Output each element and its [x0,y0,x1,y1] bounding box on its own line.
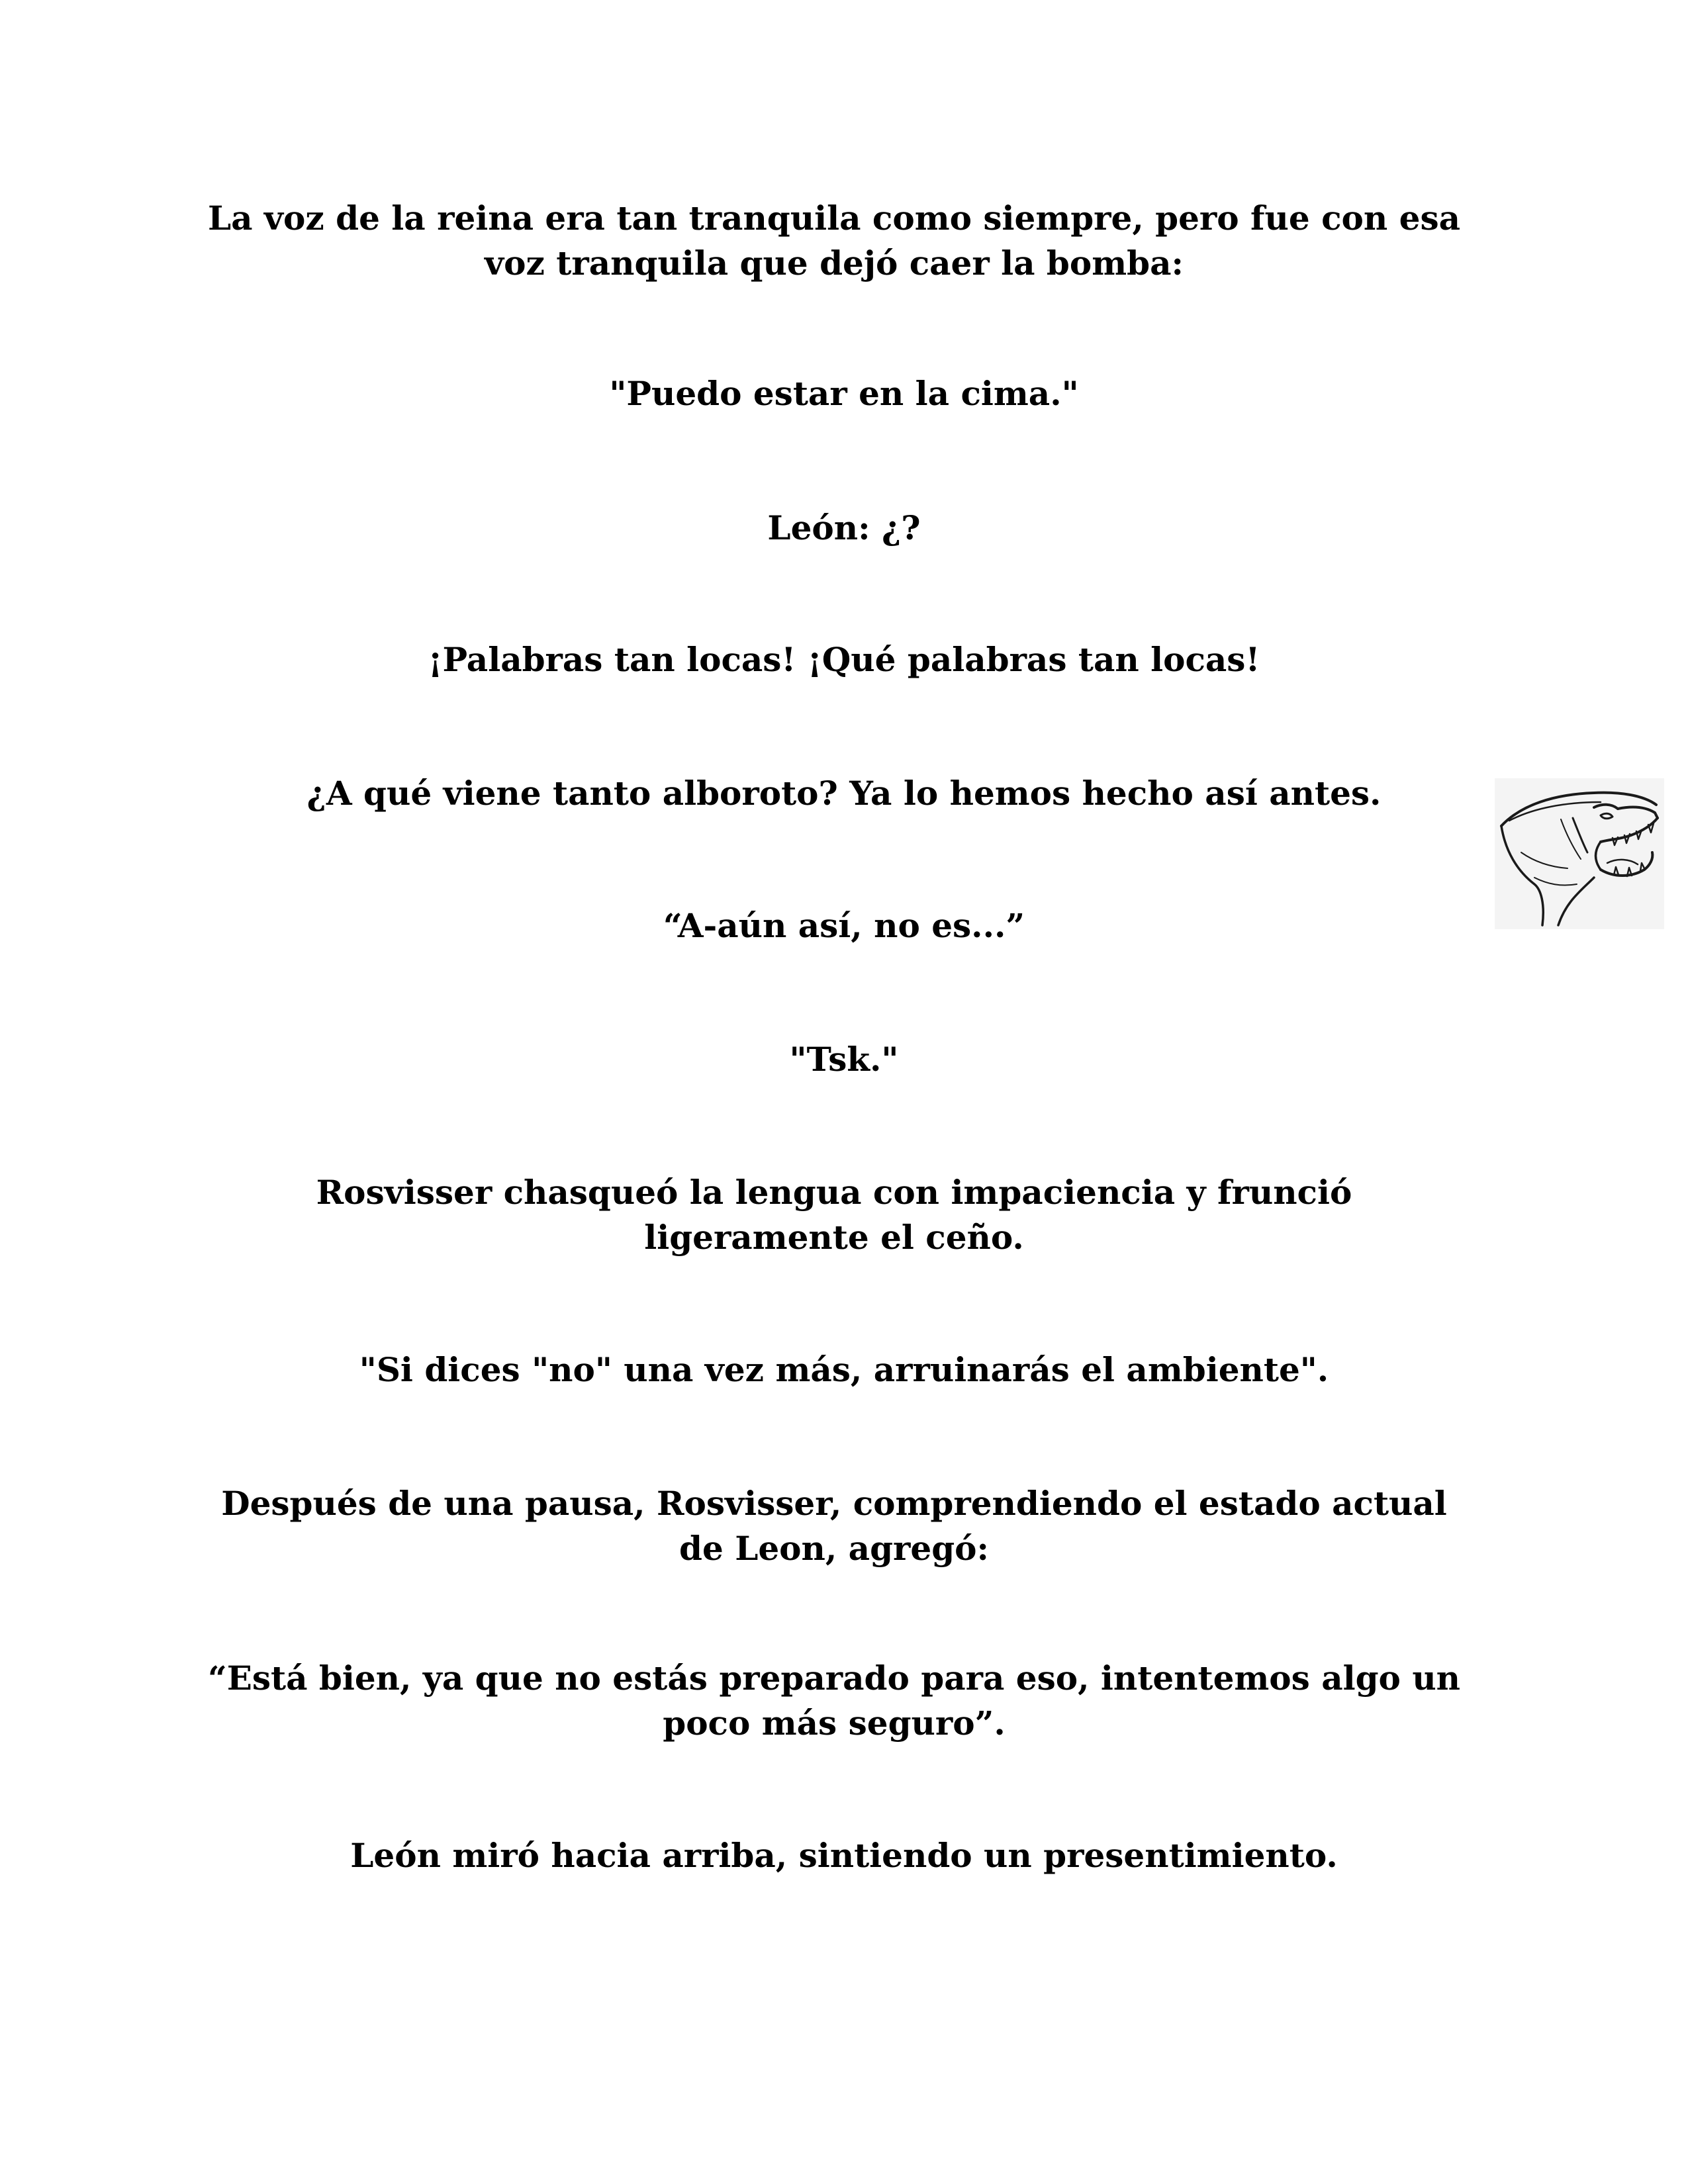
paragraph-10: Después de una pausa, Rosvisser, comprendiendo el estado actual de Leon, agregó: [221,1484,1447,1568]
paragraph-6: “A-aún así, no es...” [663,906,1025,945]
paragraph-8: Rosvisser chasqueó la lengua con impaciencia y frunció ligeramente el ceño. [316,1173,1352,1257]
paragraph-3: León: ¿? [767,508,921,547]
paragraph-11: “Está bien, ya que no estás preparado para eso, intentemos algo un poco más seguro”. [207,1659,1461,1743]
dinosaur-head-icon [1495,778,1664,929]
paragraph-1: La voz de la reina era tan tranquila como siempre, pero fue con esa voz tranquila que dejó caer la bomba: [207,199,1461,283]
paragraph-4: ¡Palabras tan locas! ¡Qué palabras tan locas! [428,640,1260,679]
paragraph-7: "Tsk." [789,1040,899,1079]
paragraph-2: "Puedo estar en la cima." [609,374,1079,413]
paragraph-9: "Si dices "no" una vez más, arruinarás el ambiente". [359,1350,1329,1389]
paragraph-12: León miró hacia arriba, sintiendo un presentimiento. [350,1836,1338,1875]
paragraph-5: ¿A qué viene tanto alboroto? Ya lo hemos hecho así antes. [306,774,1382,813]
